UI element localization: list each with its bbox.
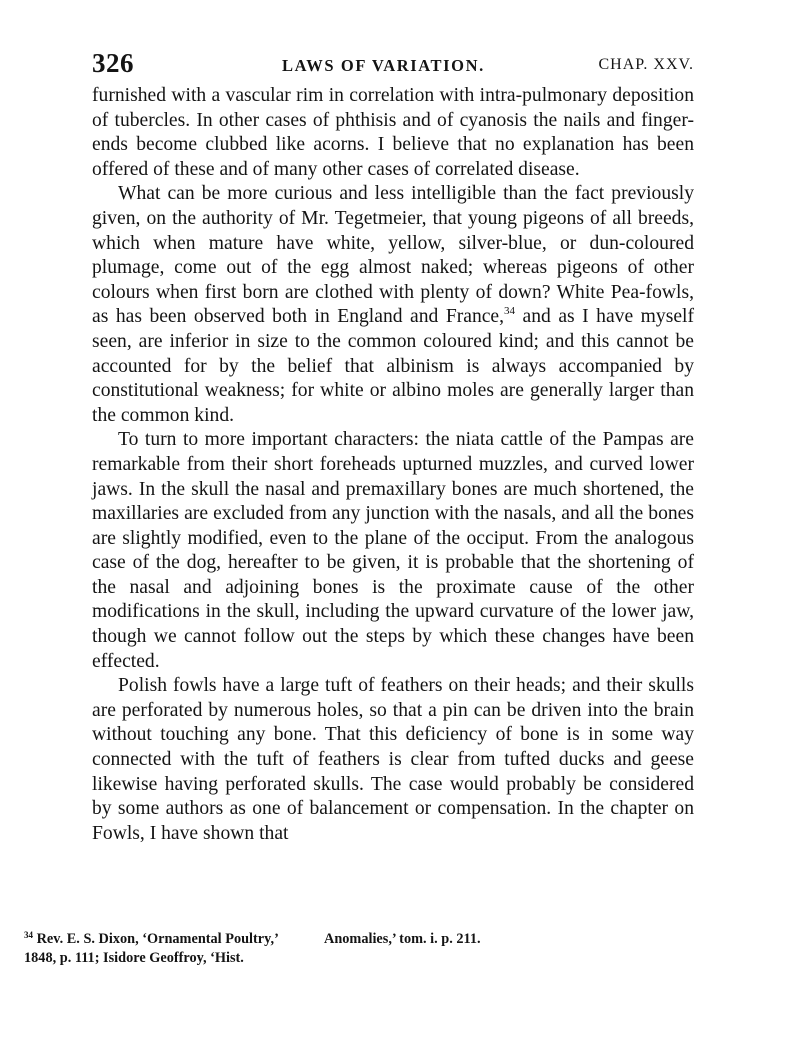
footnote-text: Rev. E. S. Dixon, ‘Ornamental Poultry,’ 1848, p. 111; Isidore Geoffroy, ‘Hist. Anomalies,’ tom. i. p. 211. <box>24 931 481 966</box>
paragraph-1: furnished with a vascular rim in correlation with intra-pulmonary deposition of tubercles. In other cases of phthisis and of cyanosis the nails and finger-ends become clubbed like acorns. I believe that no explanation has been offered of these and of many other cases of correlated disease. <box>92 85 694 180</box>
page-header <box>92 44 694 84</box>
book-page <box>92 44 694 846</box>
footnote <box>24 930 602 968</box>
paragraph-2-text-after-ref: and as I have myself seen, are inferior in size to the common coloured kind; and this cannot be accounted for by the belief that albinism is always accompanied by constitutional weakness; for white or albino moles are generally larger than the common kind. <box>92 306 695 426</box>
paragraph-3: To turn to more important characters: the niata cattle of the Pampas are remarkable from their short foreheads upturned muzzles, and curved lower jaws. In the skull the nasal and premaxillary bones are much shortened, the maxillaries are excluded from any junction with the nasals, and all the bones are slightly modified, even to the plane of the occiput. From the analogous case of the dog, hereafter to be given, it is probable that the shortening of the nasal and adjoining bones is the proximate cause of the other modifications in the skull, including the upward curvature of the lower jaw, though we cannot follow out the steps by which these changes have been effected. <box>92 429 694 672</box>
paragraph-2 <box>92 182 694 428</box>
running-title: LAWS OF VARIATION. <box>282 56 485 75</box>
page-number: 326 <box>92 48 134 78</box>
footnote-number: 34 <box>24 930 33 940</box>
chapter-label: CHAP. XXV. <box>598 56 694 73</box>
body-text <box>92 84 694 846</box>
footnote-reference: 34 <box>504 305 516 318</box>
paragraph-4: Polish fowls have a large tuft of feathers on their heads; and their skulls are perforated by numerous holes, so that a pin can be driven into the brain without touching any bone. That this deficiency of bone is in some way connected with the tuft of feathers is clear from tufted ducks and geese likewise having perforated skulls. The case would probably be considered by some authors as one of balancement or compensation. In the chapter on Fowls, I have shown that <box>92 675 694 844</box>
paragraph-2-text-before-ref: What can be more curious and less intelligible than the fact previously given, on the authority of Mr. Tegetmeier, that young pigeons of all breeds, which when mature have white, yellow, silver-blue, or dun-coloured plumage, come out of the egg almost naked; whereas pigeons of other colours when first born are clothed with plenty of down? White Pea-fowls, as has been observed both in England and France, <box>92 183 694 328</box>
